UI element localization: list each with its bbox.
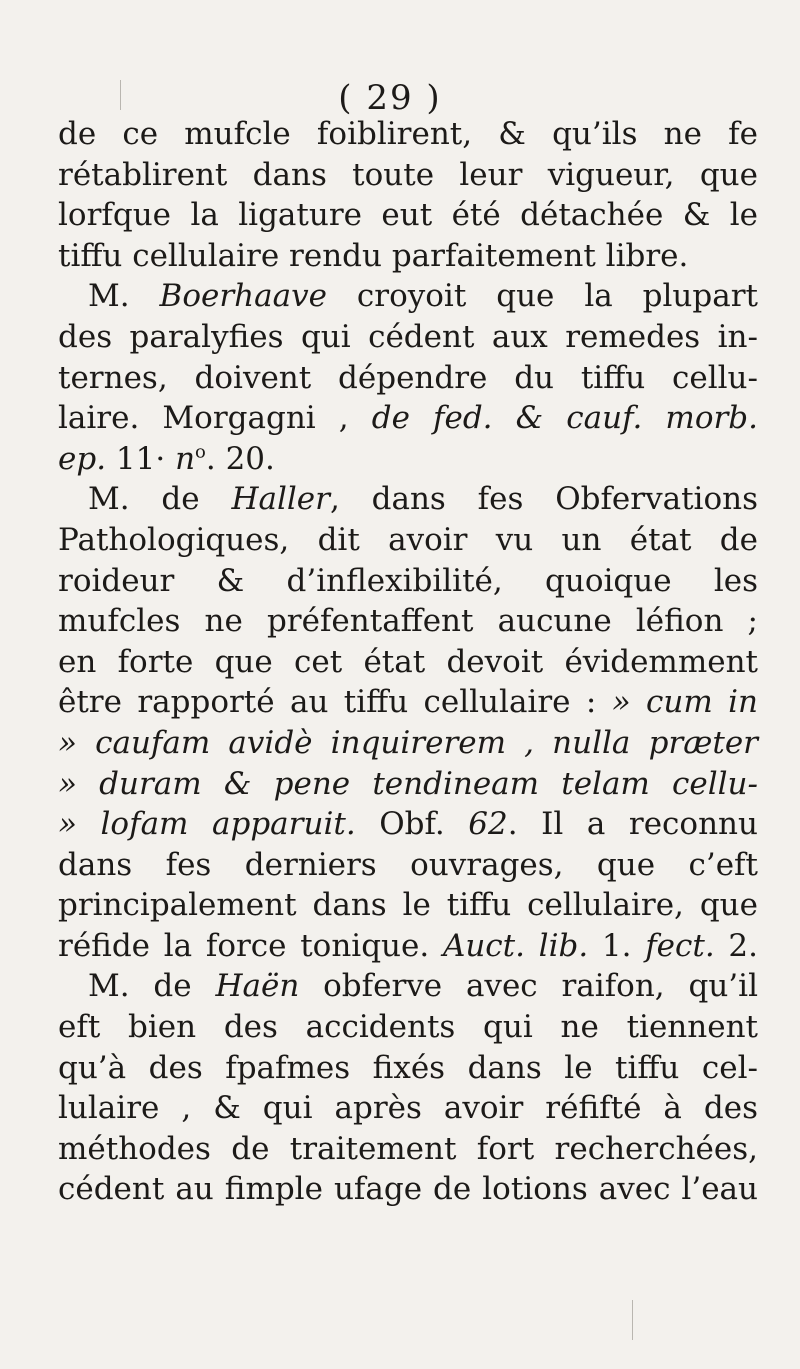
text-segment: tiffu cellulaire rendu parfaitement libre. xyxy=(58,237,689,274)
italic-text: de fed. & cauf. morb. xyxy=(371,400,758,437)
text-segment: , dans fes Obfervations xyxy=(329,481,758,518)
text-line xyxy=(58,439,758,480)
text-line xyxy=(58,276,758,317)
text-line xyxy=(58,520,758,561)
text-line xyxy=(58,682,758,723)
italic-text: 62 xyxy=(468,806,508,843)
text-line xyxy=(58,966,758,1007)
text-segment: lulaire , & qui après avoir réfifté à des xyxy=(58,1090,758,1127)
text-line xyxy=(58,926,758,967)
italic-text: Boerhaave xyxy=(159,278,327,315)
text-line xyxy=(58,764,758,805)
text-line xyxy=(58,1088,758,1129)
text-line xyxy=(58,601,758,642)
text-line xyxy=(58,1169,758,1210)
text-segment: . 20. xyxy=(205,440,275,477)
text-line xyxy=(58,804,758,845)
text-segment: rétablirent dans toute leur vigueur, que xyxy=(58,156,758,193)
text-segment: roideur & d’inflexibilité, quoique les xyxy=(58,562,758,599)
text-segment: o xyxy=(195,441,206,463)
italic-text: » cum in xyxy=(611,684,758,721)
text-segment: 2. xyxy=(714,927,758,964)
italic-text: fect. xyxy=(645,927,715,964)
text-line xyxy=(58,561,758,602)
text-segment: cédent au fimple ufage de lotions avec l’eau xyxy=(58,1171,758,1208)
page-number: ( 29 ) xyxy=(338,78,442,118)
text-segment: dans fes derniers ouvrages, que c’eft xyxy=(58,846,758,883)
italic-text: ep. xyxy=(58,440,107,477)
text-line xyxy=(58,114,758,155)
text-segment: 11· xyxy=(106,440,176,477)
text-segment: méthodes de traitement fort recherchées, xyxy=(58,1130,758,1167)
text-line xyxy=(58,195,758,236)
text-segment: principalement dans le tiffu cellulaire, que xyxy=(58,887,758,924)
text-segment: eft bien des accidents qui ne tiennent xyxy=(58,1009,758,1046)
text-line xyxy=(58,1048,758,1089)
italic-text: Auct. lib. xyxy=(442,927,589,964)
text-segment: laire. Morgagni , xyxy=(58,400,372,437)
text-segment: 1. xyxy=(588,927,646,964)
text-line xyxy=(58,1129,758,1170)
italic-text: » caufam avidè inquirerem , nulla præter xyxy=(58,724,758,761)
text-segment: obferve avec raifon, qu’il xyxy=(299,968,758,1005)
text-line xyxy=(58,155,758,196)
text-segment: M. de xyxy=(88,481,232,518)
text-line xyxy=(58,885,758,926)
text-segment: réfide la force tonique. xyxy=(58,927,443,964)
text-line xyxy=(58,723,758,764)
text-segment: croyoit que la plupart xyxy=(326,278,759,315)
text-segment: mufcles ne préfentaffent aucune léfion ; xyxy=(58,603,758,640)
italic-text: Haën xyxy=(215,968,300,1005)
body-text xyxy=(58,114,758,1210)
text-segment: être rapporté au tiffu cellulaire : xyxy=(58,684,612,721)
text-segment: des paralyfies qui cédent aux remedes in- xyxy=(58,318,758,355)
text-segment: M. de xyxy=(88,968,216,1005)
text-segment: . Il a reconnu xyxy=(507,806,758,843)
text-segment: de ce mufcle foiblirent, & qu’ils ne fe xyxy=(58,116,758,152)
text-line xyxy=(58,1007,758,1048)
text-segment: Pathologiques, dit avoir vu un état de xyxy=(58,521,758,558)
text-line xyxy=(58,398,758,439)
text-segment: lorfque la ligature eut été détachée & le xyxy=(58,197,758,234)
scan-margin-mark xyxy=(632,1300,633,1340)
text-segment: Obf. xyxy=(355,806,469,843)
text-segment: ternes, doivent dépendre du tiffu cellu- xyxy=(58,359,758,396)
italic-text: » duram & pene tendineam telam cellu- xyxy=(58,765,758,802)
italic-text: n xyxy=(175,440,196,477)
italic-text: Haller xyxy=(231,481,330,518)
text-line xyxy=(58,642,758,683)
text-segment: qu’à des fpafmes fixés dans le tiffu cel- xyxy=(58,1049,758,1086)
text-line xyxy=(58,358,758,399)
italic-text: » lofam apparuit. xyxy=(58,806,356,843)
text-line xyxy=(58,845,758,886)
text-line xyxy=(58,236,758,277)
text-line xyxy=(58,317,758,358)
text-segment: M. xyxy=(88,278,160,315)
text-segment: en forte que cet état devoit évidemment xyxy=(58,643,758,680)
text-line xyxy=(58,479,758,520)
